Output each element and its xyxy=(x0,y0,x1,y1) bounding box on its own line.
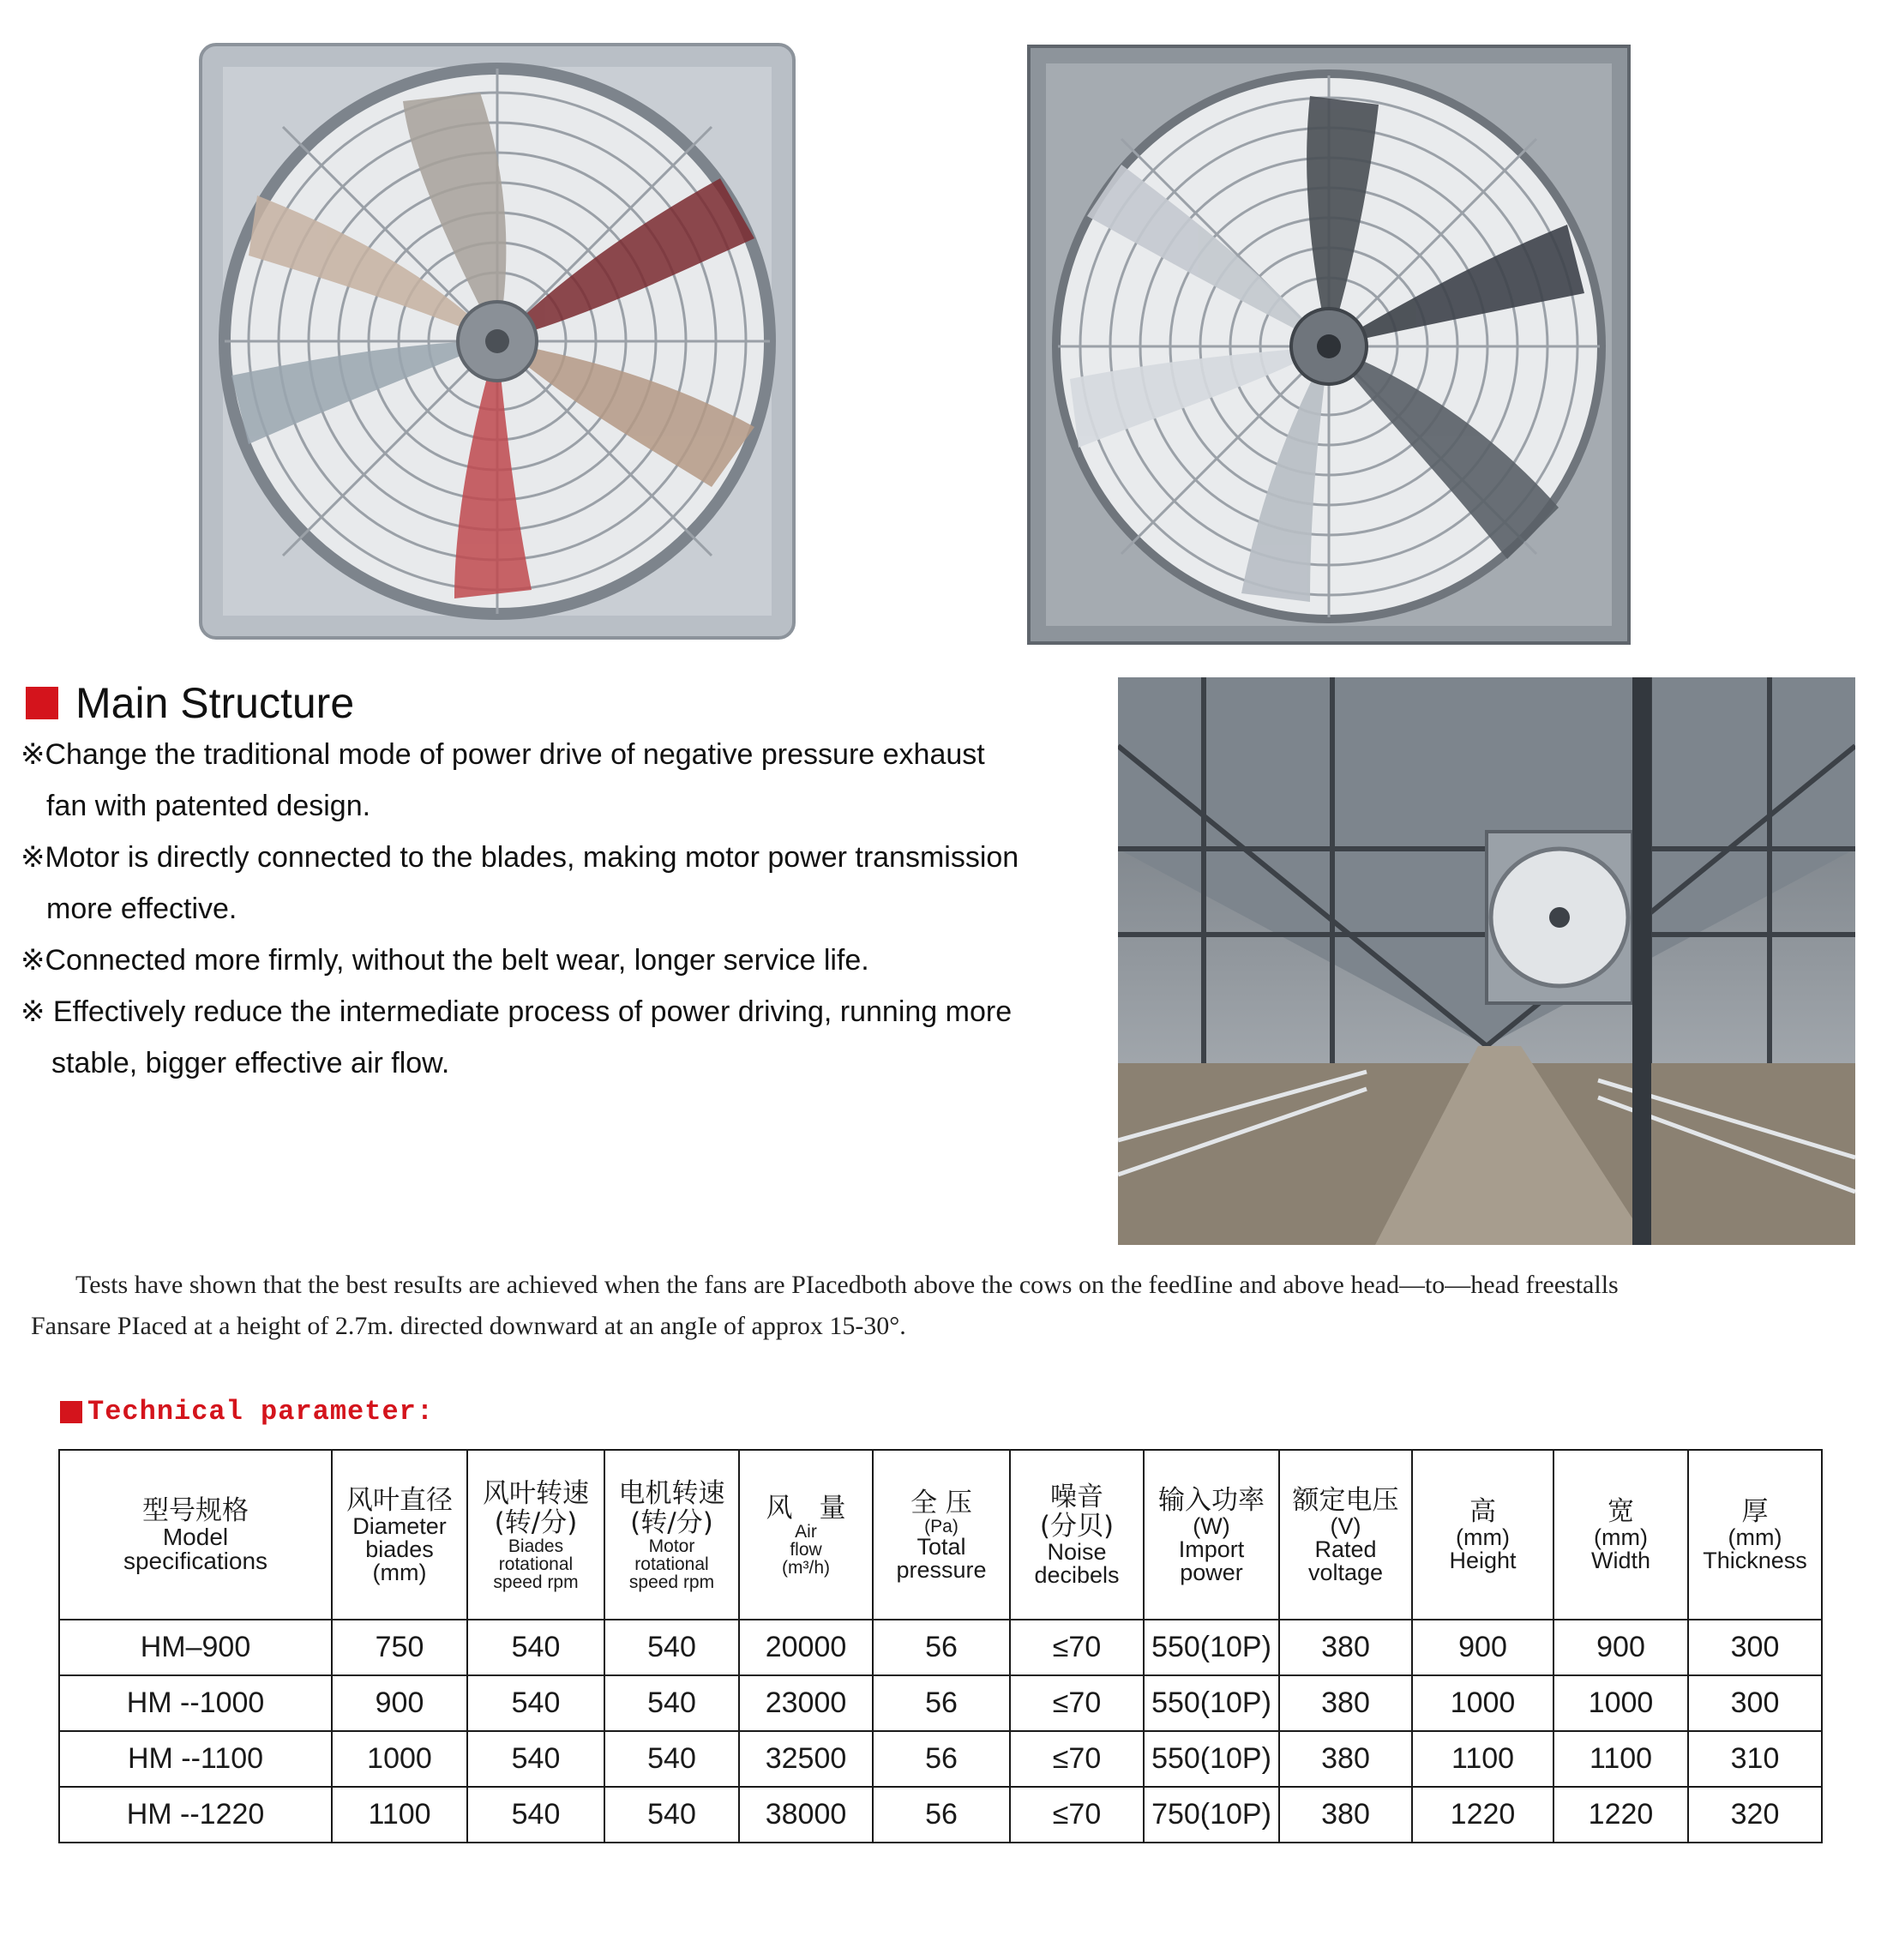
cell-height: 1000 xyxy=(1412,1675,1553,1731)
cell-diameter: 1100 xyxy=(332,1787,467,1843)
cell-thickness: 300 xyxy=(1688,1675,1822,1731)
header-en: Air xyxy=(795,1521,817,1542)
cell-diameter: 750 xyxy=(332,1620,467,1675)
header-en: Rated xyxy=(1314,1536,1377,1562)
bullet-line: fan with patented design. xyxy=(46,790,371,822)
header-motor-speed xyxy=(604,1450,739,1620)
cell-total-pressure: 56 xyxy=(873,1787,1010,1843)
header-en: Noise xyxy=(1047,1539,1107,1565)
bullet-line: ※Motor is directly connected to the blades, making motor power transmission xyxy=(21,841,1019,874)
header-zh: 输入功率 xyxy=(1158,1484,1265,1516)
cell-model: HM–900 xyxy=(59,1620,332,1675)
cell-air-flow: 38000 xyxy=(739,1787,873,1843)
header-en: flow xyxy=(790,1539,822,1560)
header-en: power xyxy=(1180,1559,1243,1585)
cell-import-power: 550(10P) xyxy=(1144,1675,1279,1731)
header-en: Import xyxy=(1178,1536,1245,1562)
header-zh: 型号规格 xyxy=(142,1495,249,1526)
cell-width: 1000 xyxy=(1553,1675,1688,1731)
header-en: Height xyxy=(1449,1548,1517,1573)
cell-air-flow: 23000 xyxy=(739,1675,873,1731)
cell-import-power: 550(10P) xyxy=(1144,1731,1279,1787)
cell-blade-speed: 540 xyxy=(467,1675,604,1731)
header-en: (mm) xyxy=(1594,1524,1648,1550)
header-zh: (分贝) xyxy=(1039,1511,1115,1542)
header-zh: 风 量 xyxy=(766,1492,846,1524)
header-height xyxy=(1412,1450,1553,1620)
cell-model: HM --1000 xyxy=(59,1675,332,1731)
cell-rated-voltage: 380 xyxy=(1279,1675,1412,1731)
bullet-line: stable, bigger effective air flow. xyxy=(51,1047,450,1079)
header-en: decibels xyxy=(1034,1562,1120,1588)
list-item xyxy=(21,935,1109,986)
header-width xyxy=(1553,1450,1688,1620)
technical-parameter-heading xyxy=(60,1396,434,1428)
header-import-power xyxy=(1144,1450,1279,1620)
header-en: rotational xyxy=(634,1554,709,1574)
cell-width: 1100 xyxy=(1553,1731,1688,1787)
header-air-flow xyxy=(739,1450,873,1620)
cell-noise: ≤70 xyxy=(1010,1731,1144,1787)
table-row xyxy=(59,1675,1822,1731)
installation-note xyxy=(31,1265,1891,1347)
cell-thickness: 320 xyxy=(1688,1787,1822,1843)
header-zh: 风叶转速 xyxy=(483,1477,589,1509)
fan-photo-front xyxy=(197,41,797,641)
list-item xyxy=(21,832,1109,935)
header-en: (mm) xyxy=(1728,1524,1782,1550)
bullet-line: more effective. xyxy=(46,893,237,925)
cell-diameter: 1000 xyxy=(332,1731,467,1787)
header-en: Total xyxy=(916,1533,966,1560)
list-item xyxy=(21,729,1109,832)
header-total-pressure xyxy=(873,1450,1010,1620)
spec-table xyxy=(58,1449,1823,1843)
header-en: Thickness xyxy=(1703,1548,1807,1573)
header-zh: (转/分) xyxy=(494,1506,578,1538)
header-en: voltage xyxy=(1307,1559,1384,1585)
main-structure-title: Main Structure xyxy=(75,679,355,727)
header-zh: 风叶直径 xyxy=(346,1484,453,1516)
header-zh: (转/分) xyxy=(630,1506,713,1538)
header-en: Diameter xyxy=(352,1512,447,1539)
header-rated-voltage xyxy=(1279,1450,1412,1620)
header-en: biades xyxy=(365,1536,434,1562)
cell-width: 1220 xyxy=(1553,1787,1688,1843)
bullet-line: ※Change the traditional mode of power drive of negative pressure exhaust xyxy=(21,738,985,771)
cell-model: HM --1220 xyxy=(59,1787,332,1843)
header-thickness xyxy=(1688,1450,1822,1620)
header-en: Model xyxy=(162,1524,229,1550)
cell-air-flow: 20000 xyxy=(739,1620,873,1675)
table-row xyxy=(59,1620,1822,1675)
header-en: (m³/h) xyxy=(782,1557,830,1578)
bullet-line: ※Connected more firmly, without the belt wear, longer service life. xyxy=(21,944,869,977)
cell-total-pressure: 56 xyxy=(873,1731,1010,1787)
red-square-bullet-icon xyxy=(26,687,58,719)
cell-rated-voltage: 380 xyxy=(1279,1620,1412,1675)
header-zh: 额定电压 xyxy=(1292,1484,1399,1516)
cell-blade-speed: 540 xyxy=(467,1731,604,1787)
table-row xyxy=(59,1731,1822,1787)
cell-total-pressure: 56 xyxy=(873,1620,1010,1675)
cell-noise: ≤70 xyxy=(1010,1620,1144,1675)
header-noise xyxy=(1010,1450,1144,1620)
header-en: (mm) xyxy=(372,1559,427,1585)
cell-air-flow: 32500 xyxy=(739,1731,873,1787)
table-row xyxy=(59,1787,1822,1843)
cell-width: 900 xyxy=(1553,1620,1688,1675)
note-line: Fansare PIaced at a height of 2.7m. directed downward at an angIe of approx 15-30°. xyxy=(31,1312,906,1340)
cell-blade-speed: 540 xyxy=(467,1620,604,1675)
cell-motor-speed: 540 xyxy=(604,1731,739,1787)
header-en: (W) xyxy=(1193,1512,1230,1539)
header-zh: 宽 xyxy=(1608,1496,1634,1527)
cell-height: 1100 xyxy=(1412,1731,1553,1787)
cell-rated-voltage: 380 xyxy=(1279,1787,1412,1843)
main-structure-list xyxy=(21,729,1109,1089)
cell-import-power: 750(10P) xyxy=(1144,1787,1279,1843)
cell-import-power: 550(10P) xyxy=(1144,1620,1279,1675)
header-en: specifications xyxy=(123,1548,268,1574)
header-en: (Pa) xyxy=(924,1516,959,1536)
header-diameter xyxy=(332,1450,467,1620)
cell-diameter: 900 xyxy=(332,1675,467,1731)
cell-motor-speed: 540 xyxy=(604,1675,739,1731)
header-zh: 高 xyxy=(1469,1496,1496,1527)
note-line: Tests have shown that the best resuIts are achieved when the fans are PIacedboth above the cows on the feedIine and above head—to—head freestalls xyxy=(75,1271,1619,1299)
cell-blade-speed: 540 xyxy=(467,1787,604,1843)
bullet-line: ※ Effectively reduce the intermediate process of power driving, running more xyxy=(21,995,1013,1028)
cell-height: 1220 xyxy=(1412,1787,1553,1843)
cell-model: HM --1100 xyxy=(59,1731,332,1787)
header-en: Biades xyxy=(508,1536,564,1556)
header-zh: 电机转速 xyxy=(618,1477,725,1509)
red-square-bullet-icon xyxy=(60,1401,82,1423)
header-zh: 全 压 xyxy=(910,1487,972,1518)
header-en: speed rpm xyxy=(493,1572,579,1592)
spec-table-body xyxy=(59,1620,1822,1843)
main-structure-heading xyxy=(26,677,354,729)
cell-noise: ≤70 xyxy=(1010,1675,1144,1731)
header-en: pressure xyxy=(896,1556,987,1583)
cell-motor-speed: 540 xyxy=(604,1620,739,1675)
technical-parameter-title: Technical parameter: xyxy=(87,1396,435,1428)
cell-height: 900 xyxy=(1412,1620,1553,1675)
header-en: Motor xyxy=(648,1536,695,1556)
header-en: rotational xyxy=(498,1554,574,1574)
header-en: Width xyxy=(1590,1548,1651,1573)
cell-total-pressure: 56 xyxy=(873,1675,1010,1731)
header-en: (mm) xyxy=(1456,1524,1510,1550)
header-en: (V) xyxy=(1330,1512,1361,1539)
cell-thickness: 310 xyxy=(1688,1731,1822,1787)
header-en: speed rpm xyxy=(628,1572,715,1592)
header-blade-speed xyxy=(467,1450,604,1620)
list-item xyxy=(21,986,1109,1089)
header-zh: 噪音 xyxy=(1050,1482,1103,1512)
cell-thickness: 300 xyxy=(1688,1620,1822,1675)
barn-installation-photo xyxy=(1118,677,1855,1245)
header-zh: 厚 xyxy=(1741,1496,1769,1527)
cell-rated-voltage: 380 xyxy=(1279,1731,1412,1787)
cell-motor-speed: 540 xyxy=(604,1787,739,1843)
header-model xyxy=(59,1450,332,1620)
fan-photo-back xyxy=(1027,45,1631,645)
table-header-row xyxy=(59,1450,1822,1620)
cell-noise: ≤70 xyxy=(1010,1787,1144,1843)
